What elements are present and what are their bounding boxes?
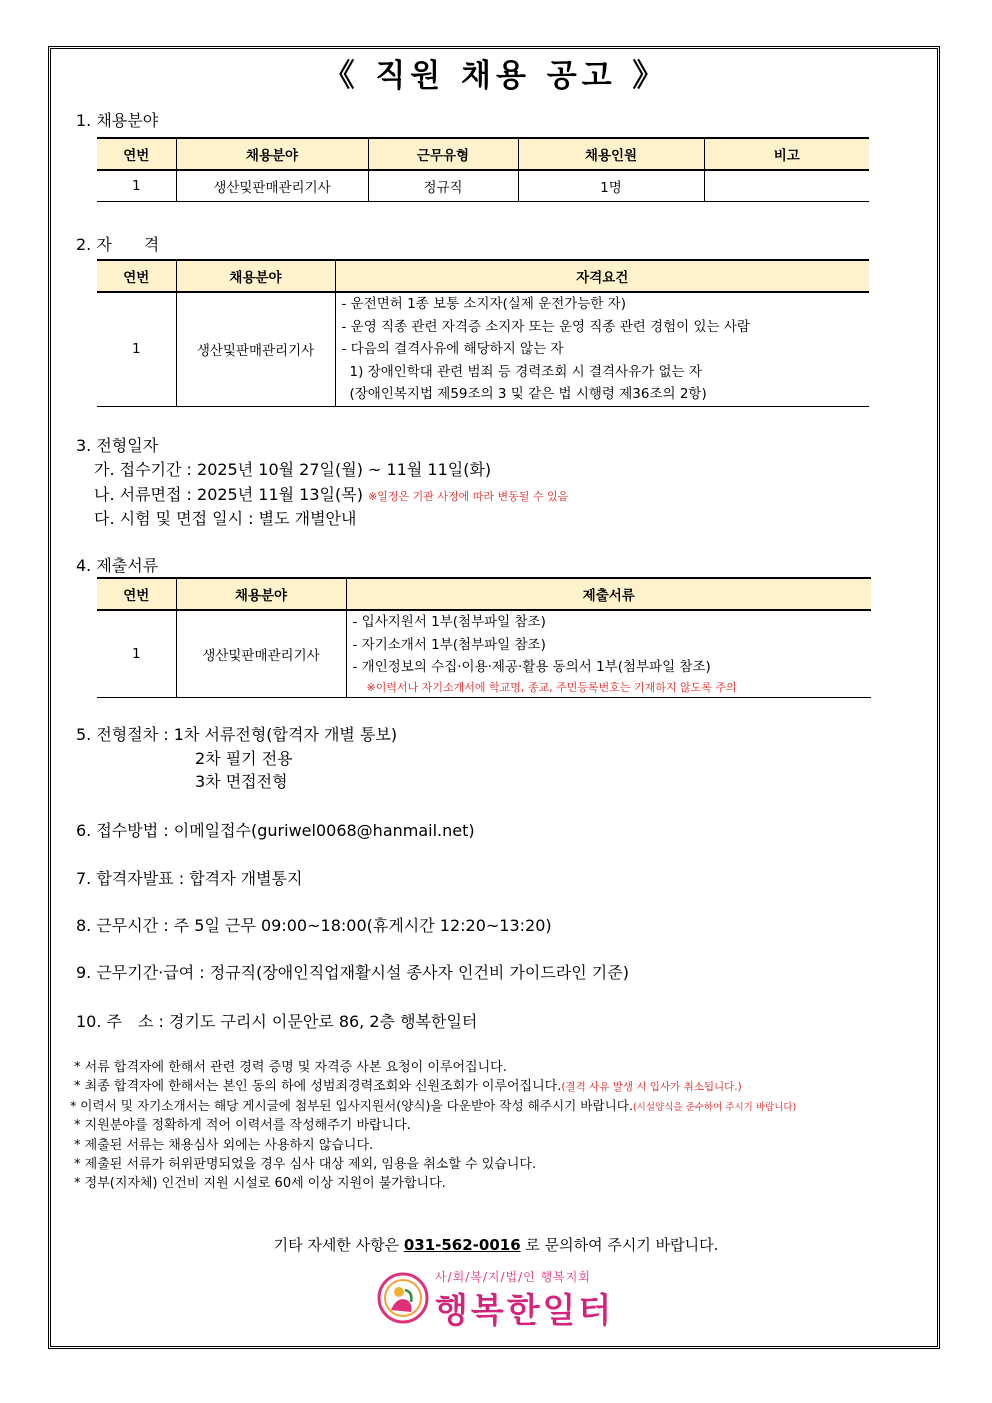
document-item: - 자기소개서 1부(첨부파일 참조) (352, 636, 546, 653)
note-item: * 제출된 서류가 허위판명되었을 경우 심사 대상 제외, 임용을 취소할 수 있습니다. (74, 1157, 537, 1172)
section-1-heading: 1. 채용분야 (76, 111, 159, 130)
application-period: 가. 접수기간 : 2025년 10월 27일(월) ~ 11월 11일(화) (94, 460, 492, 479)
selection-process: 5. 전형절차 : 1차 서류전형(합격자 개별 통보) (76, 725, 398, 744)
section-4-heading: 4. 제출서류 (76, 556, 159, 575)
contact-info: 기타 자세한 사항은 031-562-0016 로 문의하여 주시기 바랍니다. (273, 1236, 719, 1254)
selection-step-3: 3차 면접전형 (195, 772, 288, 791)
logo-name: 행복한일터 (435, 1291, 615, 1331)
header-no: 연번 (97, 578, 176, 610)
header-no: 연번 (97, 260, 176, 292)
header-field: 채용분야 (176, 138, 368, 170)
working-hours: 8. 근무시간 : 주 5일 근무 09:00~18:00(휴게시간 12:20~13:20) (76, 916, 552, 935)
header-headcount: 채용인원 (518, 138, 704, 170)
requirement-item: - 다음의 결격사유에 해당하지 않는 자 (341, 341, 564, 357)
note-item: * 서류 합격자에 한해서 관련 경력 증명 및 자격증 사본 요청이 이루어집니다. (74, 1060, 507, 1075)
cell-field: 생산및판매관리기사 (176, 170, 368, 201)
result-announcement: 7. 합격자발표 : 합격자 개별통지 (76, 869, 303, 888)
logo-subtitle: 사/회/복/지/법/인 행복지회 (435, 1270, 591, 1284)
cell-field: 생산및판매관리기사 (176, 610, 346, 697)
requirement-item: - 운영 직종 관련 자격증 소지자 또는 운영 직종 관련 경험이 있는 사람 (341, 318, 750, 335)
cell-no: 1 (97, 170, 176, 201)
note-item: * 이력서 및 자기소개서는 해당 게시글에 첨부된 입사지원서(양식)을 다운받아 작성 해주시기 바랍니다.(시설양식을 준수하여 주시기 바랍니다) (70, 1098, 797, 1113)
application-method: 6. 접수방법 : 이메일접수(guriwel0068@hanmail.net) (76, 821, 475, 840)
requirement-item: (장애인복지법 제59조의 3 및 같은 법 시행령 제36조의 2항) (349, 386, 707, 402)
header-documents: 제출서류 (346, 578, 871, 610)
header-requirements: 자격요건 (335, 260, 869, 292)
requirement-item: 1) 장애인학대 관련 범죄 등 경력조회 시 결격사유가 없는 자 (349, 363, 702, 380)
schedule-change-note: ※일정은 기관 사정에 따라 변동될 수 있음 (368, 490, 569, 503)
requirement-item: - 운전면허 1종 보통 소지자(실제 운전가능한 자) (341, 296, 626, 312)
section-2-heading: 2. 자 격 (76, 235, 160, 254)
documents-cell (346, 610, 871, 697)
organization-logo (377, 1268, 617, 1330)
cell-no: 1 (97, 292, 176, 406)
cell-headcount: 1명 (518, 170, 704, 201)
employment-salary: 9. 근무기간·급여 : 정규직(장애인직업재활시설 종사자 인건비 가이드라인 기준) (76, 963, 629, 982)
address: 10. 주 소 : 경기도 구리시 이문안로 86, 2층 행복한일터 (76, 1012, 478, 1031)
documents-table (97, 577, 871, 698)
cell-remarks (704, 170, 869, 201)
qualification-table (97, 259, 869, 407)
section-3-heading: 3. 전형일자 (76, 436, 159, 455)
document-interview-date (94, 482, 568, 505)
header-field: 채용분야 (176, 578, 346, 610)
note-item: * 제출된 서류는 채용심사 외에는 사용하지 않습니다. (74, 1138, 374, 1153)
cell-no: 1 (97, 610, 176, 697)
note-item: * 정부(지자체) 인건비 지원 시설로 60세 이상 지원이 불가합니다. (74, 1176, 446, 1191)
selection-step-2: 2차 필기 전용 (195, 749, 293, 768)
note-item: * 지원분야를 정확하게 적어 이력서를 작성해주기 바랍니다. (74, 1118, 411, 1133)
page-title: 《 직원 채용 공고 》 (323, 58, 669, 94)
recruitment-field-table (97, 137, 869, 202)
cell-work-type: 정규직 (368, 170, 518, 201)
contact-phone[interactable]: 031-562-0016 (403, 1236, 521, 1254)
document-interview-text: 나. 서류면접 : 2025년 11월 13일(목) (94, 485, 363, 504)
header-field: 채용분야 (176, 260, 335, 292)
header-no: 연번 (97, 138, 176, 170)
cell-field: 생산및판매관리기사 (176, 292, 335, 406)
document-item: - 입사지원서 1부(첨부파일 참조) (352, 614, 546, 630)
exam-interview-schedule: 다. 시험 및 면접 일시 : 별도 개별안내 (94, 509, 357, 528)
requirements-cell (335, 292, 869, 406)
document-item: - 개인정보의 수집·이용·제공·활용 동의서 1부(첨부파일 참조) (352, 659, 711, 675)
note-item: * 최종 합격자에 한해서는 본인 동의 하에 성범죄경력조회와 신원조회가 이루어집니다.(결격 사유 발생 시 입사가 취소됩니다.) (74, 1079, 742, 1094)
header-remarks: 비고 (704, 138, 869, 170)
header-work-type: 근무유형 (368, 138, 518, 170)
document-note: ※이력서나 자기소개서에 학교명, 종교, 주민등록번호는 기재하지 않도록 주의 (366, 680, 737, 694)
